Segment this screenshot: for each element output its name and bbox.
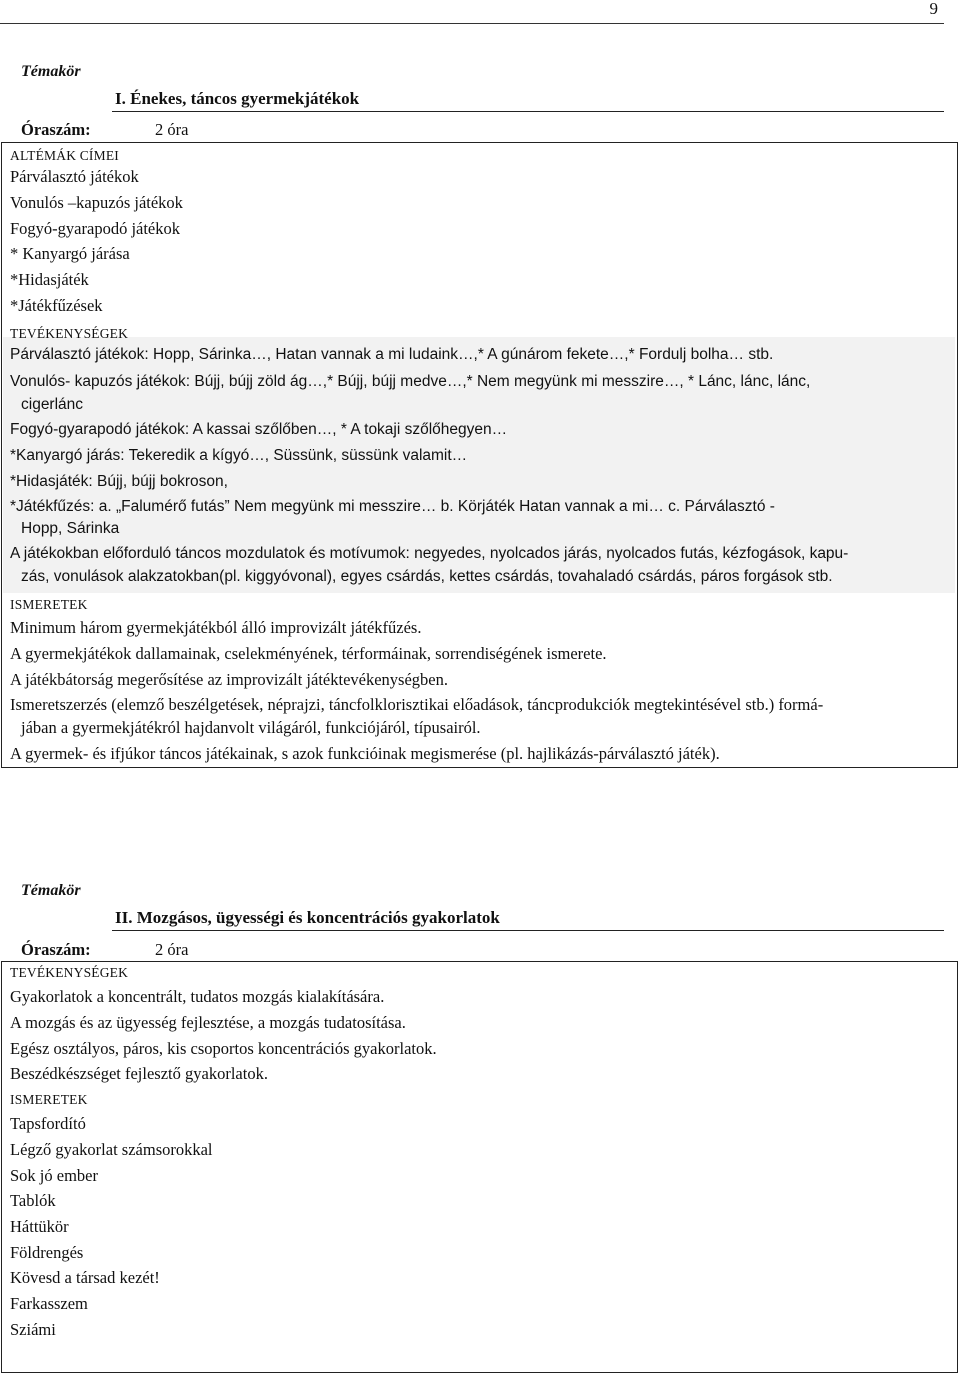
subtopic-item: Vonulós –kapuzós játékok [10,193,183,212]
topic-title: I. Énekes, táncos gyermekjátékok [115,89,360,108]
activity-line: Gyakorlatok a koncentrált, tudatos mozgás kialakítására. [10,987,385,1006]
hours-label: Óraszám: [21,120,91,139]
knowledge-line: Sziámi [10,1320,56,1339]
knowledge-line: A játékbátorság megerősítése az improvizált játéktevékenységben. [10,670,448,689]
topic-title-rule [112,111,944,112]
activities-header: TEVÉKENYSÉGEK [10,326,129,341]
hours-label: Óraszám: [21,940,91,959]
activity-line: A játékokban előforduló táncos mozdulatok és motívumok: negyedes, nyolcados járás, nyolcados futás, kézfogások, kapu- [10,545,849,562]
knowledge-line: Tablók [10,1191,56,1210]
subtopics-header: ALTÉMÁK CÍMEI [10,148,119,163]
activity-line: zás, vonulások alakzatokban(pl. kiggyóvonal), egyes csárdás, kettes csárdás, tovahaladó csárdás, páros forgások stb. [21,568,833,585]
activity-line: Vonulós- kapuzós játékok: Bújj, bújj zöld ág…,* Bújj, bújj medve…,* Nem megyünk mi messzire…, * Lánc, lánc, lánc, [10,373,811,390]
activity-line: A mozgás és az ügyesség fejlesztése, a mozgás tudatosítása. [10,1013,406,1032]
hours-row [21,940,189,960]
knowledge-header: ISMERETEK [10,1092,88,1107]
subtopic-item: Fogyó-gyarapodó játékok [10,219,181,238]
knowledge-line: Ismeretszerzés (elemző beszélgetések, néprajzi, táncfolklorisztikai előadások, táncprodukciók megtekintésével stb.) formá- [10,695,824,714]
activity-line: *Játékfűzés: a. „Falumérő futás” Nem megyünk mi messzire… b. Körjáték Hatan vannak a mi… c. Párválasztó - [10,498,775,515]
topic-label: Témakör [21,63,81,80]
activity-line: *Hidasjáték: Bújj, bújj bokroson, [10,473,228,490]
knowledge-line: Háttükör [10,1217,69,1236]
knowledge-line: A gyermekjátékok dallamainak, cselekményének, térformáinak, sorrendiségének ismerete. [10,644,607,663]
activity-line: cigerlánc [21,396,84,413]
hours-row [21,120,189,140]
activities-header: TEVÉKENYSÉGEK [10,965,129,980]
knowledge-line: Légző gyakorlat számsorokkal [10,1140,213,1159]
topic-label: Témakör [21,882,81,899]
activity-line: Egész osztályos, páros, kis csoportos koncentrációs gyakorlatok. [10,1039,437,1058]
knowledge-header: ISMERETEK [10,597,88,612]
subtopic-item: *Hidasjáték [10,270,89,289]
knowledge-line: Kövesd a társad kezét! [10,1268,160,1287]
knowledge-line: Farkasszem [10,1294,88,1313]
subtopic-item: * Kanyargó járása [10,244,130,263]
subtopic-item: Párválasztó játékok [10,167,139,186]
activity-line: Fogyó-gyarapodó játékok: A kassai szőlőben…, * A tokaji szőlőhegyen… [10,421,508,438]
knowledge-line: A gyermek- és ifjúkor táncos játékainak, s azok funkcióinak megismerése (pl. hajlikázás-párválasztó játék). [10,744,720,763]
page-number: 9 [929,0,938,18]
topic-title-rule [112,930,944,931]
knowledge-line: Földrengés [10,1243,84,1262]
knowledge-line: Tapsfordító [10,1114,86,1133]
knowledge-line: jában a gyermekjátékról hajdanvolt világáról, funkciójáról, típusairól. [21,718,481,737]
hours-value: 2 óra [155,940,189,959]
subtopic-item: *Játékfűzések [10,296,103,315]
knowledge-line: Minimum három gyermekjátékból álló improvizált játékfűzés. [10,618,422,637]
knowledge-line: Sok jó ember [10,1166,98,1185]
topic-title: II. Mozgásos, ügyességi és koncentrációs gyakorlatok [115,908,500,927]
activity-line: Beszédkészséget fejlesztő gyakorlatok. [10,1064,268,1083]
header-rule [0,23,944,24]
activity-line: Hopp, Sárinka [21,520,120,537]
activity-line: Párválasztó játékok: Hopp, Sárinka…, Hatan vannak a mi ludaink…,* A gúnárom fekete…,* Fordulj bolha… stb. [10,346,774,363]
activity-line: *Kanyargó járás: Tekeredik a kígyó…, Süssünk, süssünk valamit… [10,447,468,464]
hours-value: 2 óra [155,120,189,139]
